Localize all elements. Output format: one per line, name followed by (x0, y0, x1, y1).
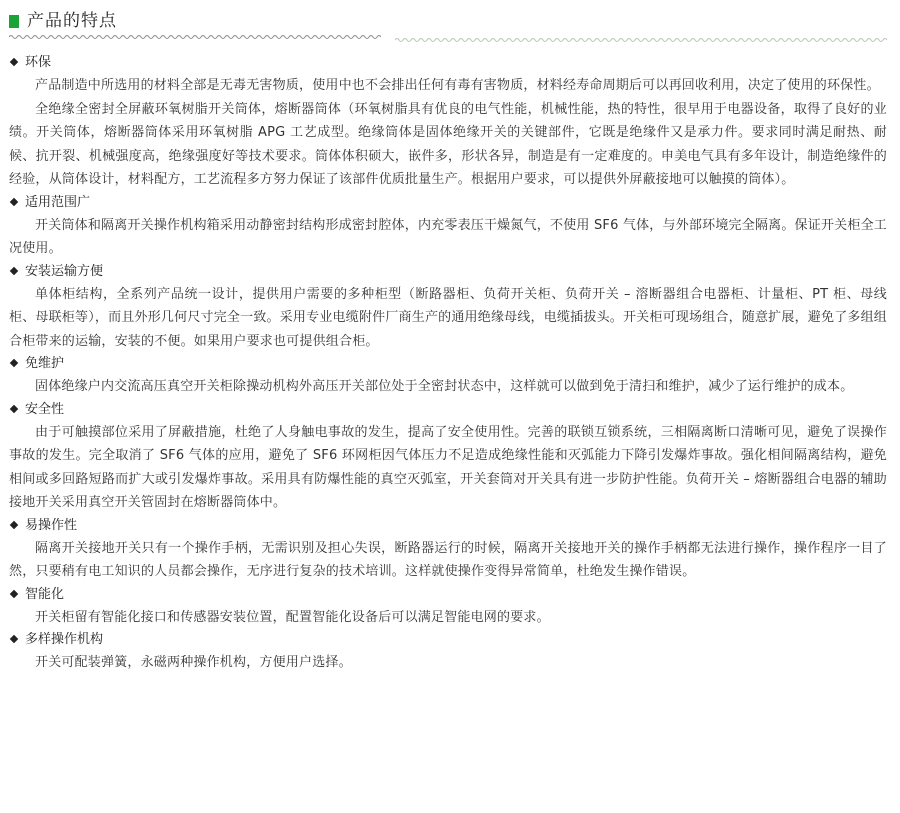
section-environmental (9, 52, 887, 192)
paragraph: 由于可触摸部位采用了屏蔽措施，杜绝了人身触电事故的发生，提高了安全使用性。完善的联锁互锁系统，三相隔离断口清晰可见，避免了误操作事故的发生。完全取消了 SF6 气体的应用，避免了 SF6 环网柜因气体压力不足造成绝缘性能和灭弧能力下降引发爆炸事故。强化相间隔离结构，避免相间或多回路短路而扩大或引发爆炸事故。采用具有防爆性能的真空灭弧室，开关套筒对开关具有进一步防护性能。负荷开关 – 熔断器组合电器的辅助接地开关采用真空开关管固封在熔断器筒体中。 (9, 424, 887, 510)
green-square-icon (9, 15, 19, 28)
section-maintenance-free (9, 353, 887, 399)
page-title: 产品的特点 (27, 11, 117, 31)
section-easy-operation (9, 515, 887, 584)
section-intelligent (9, 584, 887, 630)
section-heading (9, 584, 887, 606)
section-heading (9, 515, 887, 537)
diamond-bullet-icon (10, 589, 18, 597)
diamond-bullet-icon (10, 635, 18, 643)
section-safety (9, 399, 887, 515)
features-content (9, 52, 887, 675)
wavy-divider-right (395, 37, 887, 43)
diamond-bullet-icon (10, 197, 18, 205)
diamond-bullet-icon (10, 58, 18, 66)
section-easy-installation (9, 261, 887, 354)
section-heading (9, 629, 887, 651)
section-heading-text: 多样操作机构 (25, 632, 104, 647)
paragraph: 固体绝缘户内交流高压真空开关柜除操动机构外高压开关部位处于全密封状态中，这样就可以做到免于清扫和维护，减少了运行维护的成本。 (35, 379, 854, 394)
section-heading (9, 353, 887, 375)
diamond-bullet-icon (10, 359, 18, 367)
section-heading-text: 免维护 (25, 356, 65, 371)
paragraph: 隔离开关接地开关只有一个操作手柄，无需识别及担心失误，断路器运行的时候，隔离开关接地开关的操作手柄都无法进行操作，操作程序一目了然，只要稍有电工知识的人员都会操作，无序进行复杂的技术培训。这样就使操作变得异常简单，杜绝发生操作错误。 (9, 540, 887, 579)
section-multiple-mechanisms (9, 629, 887, 675)
section-heading (9, 52, 887, 74)
section-heading-text: 安全性 (25, 401, 65, 417)
paragraph: 单体柜结构，全系列产品统一设计，提供用户需要的多种柜型（断路器柜、负荷开关柜、负荷开关 – 溶断器组合电器柜、计量柜、PT 柜、母线柜、母联柜等），而且外形几何尺寸完全一致。采用专业电缆附件厂商生产的通用绝缘母线，电缆插拔头。开关柜可现场组合，随意扩展，避免了多组组合柜带来的运输，安装的不便。如果用户要求也可提供组合柜。 (9, 286, 887, 349)
paragraph: 开关柜留有智能化接口和传感器安装位置，配置智能化设备后可以满足智能电网的要求。 (35, 609, 550, 625)
section-heading-text: 适用范围广 (25, 194, 91, 210)
paragraph: 开关可配装弹簧，永磁两种操作机构，方便用户选择。 (35, 655, 352, 670)
wavy-divider-left (9, 34, 381, 40)
section-heading (9, 399, 887, 421)
paragraph: 开关筒体和隔离开关操作机构箱采用动静密封结构形成密封腔体，内充零表压干燥氮气，不使用 SF6 气体，与外部环境完全隔离。保证开关柜全工况使用。 (9, 217, 887, 256)
diamond-bullet-icon (10, 520, 18, 528)
section-heading (9, 261, 887, 283)
section-header (9, 0, 887, 48)
paragraph: 产品制造中所选用的材料全部是无毒无害物质，使用中也不会排出任何有毒有害物质，材料经寿命周期后可以再回收利用，决定了使用的环保性。 (35, 78, 880, 93)
section-heading-text: 智能化 (25, 586, 65, 602)
section-heading (9, 192, 887, 214)
diamond-bullet-icon (10, 404, 18, 412)
paragraph: 全绝缘全密封全屏蔽环氧树脂开关筒体，熔断器筒体（环氧树脂具有优良的电气性能，机械性能，热的特性，很早用于电器设备，取得了良好的业绩。开关筒体，熔断器筒体采用环氧树脂 APG 工艺成型。绝缘筒体是固体绝缘开关的关键部件，它既是绝缘件又是承力件。要求同时满足耐热、耐候、抗开裂、机械强度高，绝缘强度好等技术要求。筒体体积硕大，嵌件多，形状各异，制造是有一定难度的。申美电气具有多年设计，制造绝缘件的经验，从筒体设计，材料配方，工艺流程多方努力保证了该部件优质批量生产。根据用户要求，可以提供外屏蔽接地可以触摸的筒体）。 (9, 101, 887, 187)
section-heading-text: 安装运输方便 (25, 263, 104, 279)
section-heading-text: 环保 (25, 55, 52, 70)
section-wide-application (9, 192, 887, 261)
section-heading-text: 易操作性 (25, 517, 78, 533)
diamond-bullet-icon (10, 266, 18, 274)
